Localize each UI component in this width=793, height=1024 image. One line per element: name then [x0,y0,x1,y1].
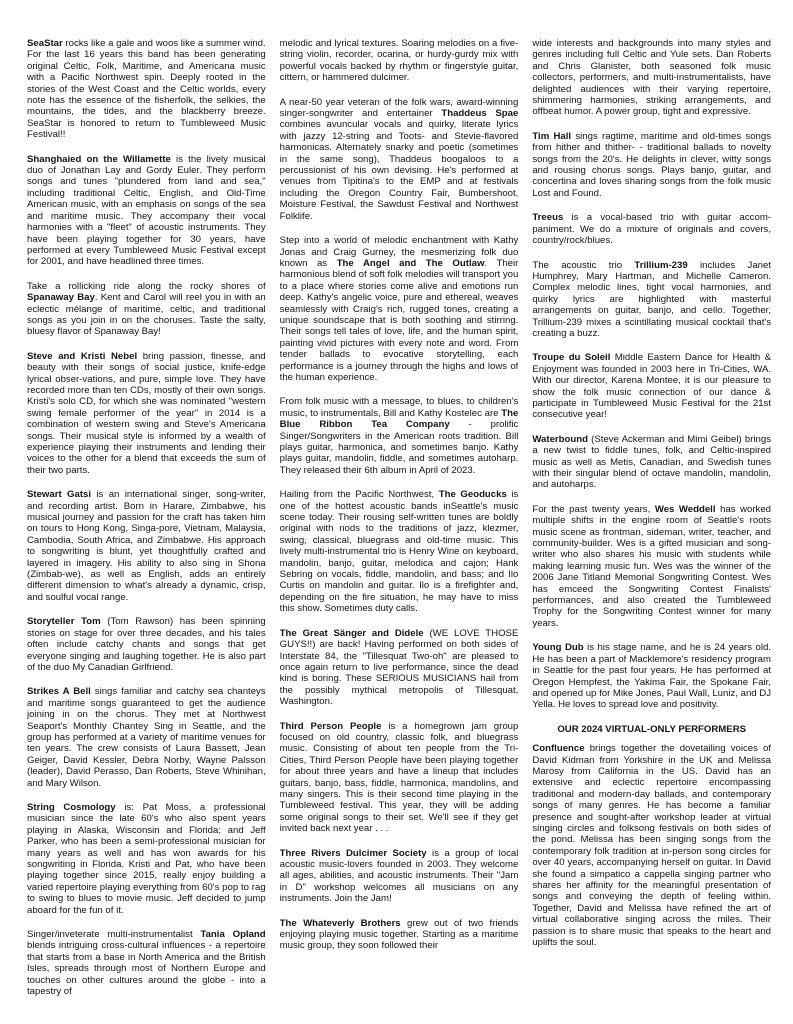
troupe-du-soleil-paragraph [532,352,771,420]
paragraph-text: Singer/inveterate multi-instrumentalist [27,929,201,941]
paragraph-text: brings together the dovetailing voices of David Kidman from Yorkshire in the UK and Melissa Marosy from California in the US. David has an extensive and eclectic repertoire encompassing traditional and modern-day ballads, and contemporary songs of many genres. He has become a familiar presence and sought-after workshop leader at virtual singing circles and folksong festivals on both sides of the pond. Melissa has been singing songs from the contemporary folk tradition at in-person song circles for over 40 years, accompanying herself on guitar. In David she found a simpatico a cappella singing partner who shares her affinity for the meaningful presentation of songs and conveying the depth of feeling within. Together, David and Melissa have refined the art of virtual collaborative singing across the miles. Their passion is to share music that speaks to the heart and uplifts the soul. [532,743,772,949]
waterbound-paragraph [532,434,771,491]
performer-name: Tim Hall [532,130,572,142]
performer-name: Steve and Kristi Nebel [27,350,138,362]
performer-name: SeaStar [27,38,63,49]
the-geoducks-paragraph [280,489,519,614]
performer-name: Trillium-239 [634,259,688,271]
shanghaied-paragraph [27,154,266,268]
performer-name: Treeus [532,212,564,224]
paragraph-text: For the past twenty years, [532,503,655,515]
wes-weddell-paragraph [532,504,771,629]
performer-name: Spanaway Bay [27,292,95,304]
paragraph-text: is one of the hottest acoustic bands inSeattle's music scene today. Their rousing self-written tunes are boldly original with nods to the traditions of jazz, klezmer, swing, classical, bluegrass and old-time music. This lively multi-instrumental trio is Henry Wine on keyboard, mandolin, banjo, guitar, melodica and cajon; Hank Sebring on vocals, fiddle, mandolin, and bass; and Ilo Curtis on mandolin and guitar. Ilo is a firefighter and, depending on the fire situation, he may have to miss this show. Sometimes duty calls. [279,489,519,615]
paragraph-text: (WE LOVE THOSE GUYS!!) are back! Having performed on both sides of Interstate 84, the "Tillesquat Two-oh" are pleased to once again return to live performance, since the dead kind is boring. These SERIOUS MUSICIANS hail from the possibly mythical metropolis of Tillesquat, Washington. [279,627,519,708]
performer-name: Tania Opland [200,929,266,941]
third-person-people-paragraph [280,721,519,835]
performer-name: Third Person People [279,720,382,732]
paragraph-text: rocks like a gale and woos like a summer wind. For the last 16 years this band has been generating original Celtic, Folk, Maritime, and Americana music with a Pacific Northwest spin. Deeply rooted in the stories of the West Coast and the Celtic worlds, every note has the essence of the fisherfolk, the selkies, the mountains, the tides, and the blackberry breeze. SeaStar is honored to return to Tumbleweed Music Festival!! [27,38,266,141]
paragraph-text: is the lively musical duo of Jonathan Lay and Gordy Euler. They perform songs and tunes "plundered from land and sea," including traditional Celtic, English, and Old-Time American music, with an emphasis on songs of the sea and maritime music. They accompany their vocal harmonies with a "fleet" of acoustic instruments. They have been playing together for 30 years, have performed at every Tumbleweed Music Festival except for 2001, and have headlined three times. [27,153,266,268]
storyteller-tom-paragraph [27,616,266,673]
paragraph-text: . Their harmonious blend of soft folk melodies will transport you to a place where stories come alive and emotions run deep. Kathy's angelic voice, pure and ethereal, weaves seamlessly with Craig's rich, rugged tones, creating a unique soundscape that is both soothing and stirring. Their songs tell tales of love, life, and the human spirit, painting vivid pictures with every note and word. From tender ballads to evocative storytelling, each performance is a journey through the highs and lows of the human experience. [279,257,519,383]
performer-name: Shanghaied on the Willamette [27,153,171,165]
paragraph-text: grew out of two friends enjoying playing music together. Starting as a maritime music group, they soon followed their [279,917,519,952]
great-sanger-didele-paragraph [280,628,519,708]
thaddeus-spae-paragraph [280,97,519,222]
performer-name: Storyteller Tom [27,616,101,628]
performer-name: Thaddeus Spae [441,108,519,120]
paragraph-text: sings familiar and catchy sea chanteys and maritime songs guaranteed to get the audience joining in on the chorus. They met at Northwest Seaport's Monthly Chantey Sing in Seattle, and the group has performed at a variety of maritime venues for ten years. The crew consists of Laura Bassett, Jean Geiger, David Kessler, Debra Norby, Wayne Palsson (leader), David Perasso, Dan Roberts, Steve Whinihan, and Mary Wilson. [27,686,266,789]
paragraph-text: includes Janet Humphrey, Mary Hartman, and Michelle Cameron. Complex melodic lines, tight vocal harmonies, and quirky lyrics are highlighted with masterful arrangements on guitar, banjo, and cello. Together, Trillium-239 mixes a scintillating musical cocktail that's creating a buzz. [532,259,772,339]
performer-name: Troupe du Soleil [532,352,611,364]
paragraph-text: - prolific Singer/Songwriters in the American roots tradition. Bill plays guitar, harmonica, and sometimes banjo. Kathy plays guitar, mandolin, fiddle, and sometimes autoharp. They released their 6th album in April of 2023. [279,419,519,476]
tim-hall-paragraph [532,131,771,199]
stewart-gatsi-paragraph [27,489,266,603]
paragraph-text: From folk music with a message, to blues, to children's music, to instrumentals, Bill and Kathy Kostelec are [279,396,519,419]
performer-name: Strikes A Bell [27,686,91,698]
performer-name: The Geoducks [438,489,507,501]
paragraph-text: Take a rollicking ride along the rocky shores of [27,280,266,292]
whateverly-brothers-paragraph [280,918,519,952]
paragraph-text: A near-50 year veteran of the folk wars, award-winning singer-songwriter and entertainer [279,96,519,120]
paragraph-text: is: Pat Moss, a professional musician since the late 60's who also spent years playing in Alaska, Wisconsin and Florida; and Jeff Parker, who has been a semi-professional musician for many years as well and has won awards for his songwriting in Florida. Kristi and Pat, who have been playing together since 2015, really enjoy building a varied repertoire playing everything from 60's pop to rag to swing to blues to movie music. Jeff decided to jump aboard for the fun of it. [27,801,266,916]
performer-name: The Angel and The Outlaw [336,257,485,269]
paragraph-text: blends intriguing cross-cultural influences - a repertoire that starts from a base in North America and the British Isles, spreads through most of Northern Europe and touches on other cultures around the globe - into a tapestry of [27,940,266,998]
paragraph-text: melodic and lyrical textures. Soaring melodies on a five-string violin, recorder, ocarina, or hurdy-gurdy mix with powerful vocals backed by rhythm or fingerstyle guitar, cittern, or hammered dulcimer. [279,38,519,84]
paragraph-text: (Tom Rawson) has been spinning stories on stage for over three decades, and his tales often include catchy chants and songs that get everyone singing and laughing together. He is also part of the duo My Canadian Girlfriend. [27,616,266,673]
paragraph-text: wide interests and backgrounds into many styles and genres including full Celtic and Yule sets. Dan Roberts and Chris Glanister, both seasoned folk music collectors, performers, and multi-instrumentalists, have delighted audiences with their varying repertoire, shimmering harmonies, striking arrangements, and offbeat humor. A power group, tight and expressive. [532,38,772,118]
performer-name: The Whateverly Brothers [279,917,401,929]
performer-name: Confluence [532,743,585,755]
performer-name: Wes Weddell [654,503,716,515]
paragraph-text: Step into a world of melodic enchantment with Kathy Jonas and Craig Gurney, the mesmerizing folk duo known as [279,235,519,269]
paragraph-text: The acoustic trio [532,259,635,271]
angel-and-outlaw-paragraph [280,235,519,383]
paragraph-text: bring passion, finesse, and beauty with their songs of social justice, knife-edge lyrical obser-vations, and pure, simple love. They have recorded more than ten CDs, mostly of their own songs. Kristi's solo CD, for which she was nominated "western swing female performer of the year" in 2014 is a combination of western swing and Steve's Americana songs. Their musical style is informed by a wealth of experience playing their instruments and lending their voices to the other for a blend that exceeds the sum of their two parts. [27,350,266,476]
tania-opland-paragraph [27,929,266,997]
performer-name: The Blue Ribbon Tea Company [279,407,519,431]
trillium-239-paragraph [532,260,771,340]
paragraph-text: Middle Eastern Dance for Health & Enjoyment was founded in 2003 here in Tri-Cities, WA. With our director, Karena Montee, it is our pleasure to show the folk music connection of our dance & participate in Tumbleweed Music Festival for the 21st consecutive year! [532,352,772,421]
paragraph-text: (Steve Ackerman and Mimi Geibel) brings a new twist to fiddle tunes, folk, and Celtic-inspired music as well as Metis, Canadian, and Swedish tunes with their singular blend of octave mandolin, mandolin, and autoharps. [532,433,772,491]
paragraph-text: combines avuncular vocals and quirky, literate lyrics with jazzy 12-string and Toots- and Stevie-flavored harmonicas. Alternately snarky and poetic (sometimes in the same song), Thaddeus boogaloos to a percussionist of his own devising. He's performed at venues from Tipitina's to the EMP and at festivals including the Oregon Country Fair, Bumbershoot, Moisture Festival, the Sawdust Festival and Northwest Folklife. [279,119,519,222]
virtual-heading-heading: OUR 2024 VIRTUAL-ONLY PERFORMERS [557,723,747,735]
performer-name: The Great Sänger and Didele [279,627,424,639]
performer-name: Three Rivers Dulcimer Society [279,847,427,859]
paragraph-text: sings ragtime, maritime and old-times songs from hither and thither- - traditional ballads to novelty songs from the 20's. He delights in clever, witty songs and rousing chorus songs. Plays banjo, guitar, and concertina and loves sharing songs from the folk music Lost and Found. [532,130,772,199]
three-rivers-dulcimer-paragraph [280,848,519,905]
young-dub-paragraph [532,642,771,710]
performer-name: Waterbound [532,433,588,445]
performer-name: Young Dub [532,642,584,654]
confluence-paragraph [532,743,771,948]
strikes-a-bell-paragraph [27,686,266,789]
whateverly-brothers-cont-paragraph [532,38,771,118]
column-right [532,38,771,1024]
seastar-paragraph [27,38,266,141]
paragraph-text: Hailing from the Pacific Northwest, [279,489,439,501]
tania-opland-cont-paragraph [280,38,519,84]
column-left [27,38,266,1024]
paragraph-text: is a vocal-based trio with guitar accom-paniment. We do a mixture of originals and covers, country/rock/blues. [532,212,772,247]
paragraph-text: is an international singer, song-writer, and recording artist. Born in Harare, Zimbabwe, his musical journey and passion for the craft has taken him on tours to Hong Kong, Singa-pore, Vietnam, Malaysia, Cambodia, South Africa, and Zimbabwe. His approach to songwriting is blunt, yet thoughtfully crafted and layered in imagery. His ability to also sing in Shona (Zimbab-we), as well as English, adds an entirely different dimension to what's already a dynamic, crisp, and soulful vocal range. [27,489,266,603]
paragraph-text: . Kent and Carol will reel you in with an eclectic mélange of maritime, celtic, and traditional songs as you join in on the choruses. Taste the salty, bluesy flavor of Spanaway Bay! [27,292,266,338]
paragraph-text: is a homegrown jam group focused on old country, classic folk, and bluegrass music. Consisting of about ten people from the Tri-Cities, Third Person People have been playing together for about three years and have a lineup that includes guitars, banjo, bass, fiddle, harmonica, mandolins, and many singers. This is their second time playing in the Tumbleweed festival. This year, they will be adding some original songs to their set. We'll see if they get invited back next year . . . [279,720,519,835]
treeus-paragraph [532,212,771,246]
column-middle [280,38,519,1024]
steve-kristi-nebel-paragraph [27,351,266,476]
paragraph-text: is a group of local acoustic music-lovers founded in 2003. They welcome all ages, abilities, and acoustic instruments. Their "Jam in D" workshop welcomes all musicians on any instruments. Join the Jam! [279,847,519,905]
performer-name: Stewart Gatsi [27,489,92,501]
string-cosmology-paragraph [27,802,266,916]
paragraph-text: has worked multiple shifts in the engine room of Seattle's roots music scene as frontman, sideman, writer, teacher, and community-builder. Wes is a gifted musician and song-writer who also shares his music with students while making learning music fun. Wes was the winner of the 2006 Jane Titland Memorial Songwriting Contest. Wes has emceed the Songwriting Contest Finalists' performances, and also created the Tumbleweed Trophy for the Songwriting Contest winner for many years. [532,503,772,629]
blue-ribbon-tea-paragraph [280,396,519,476]
spanaway-bay-paragraph [27,281,266,338]
paragraph-text: is his stage name, and he is 24 years old. He has been a part of Macklemore's residency program in Seattle for the past four years. He has performed at Oregon Hempfest, the Yakima Fair, the Spokane Fair, and opened up for Mike Jones, Paul Wall, Luniz, and DJ Yella. He loves to spread love and positivity. [532,642,772,711]
performer-name: String Cosmology [27,801,116,813]
